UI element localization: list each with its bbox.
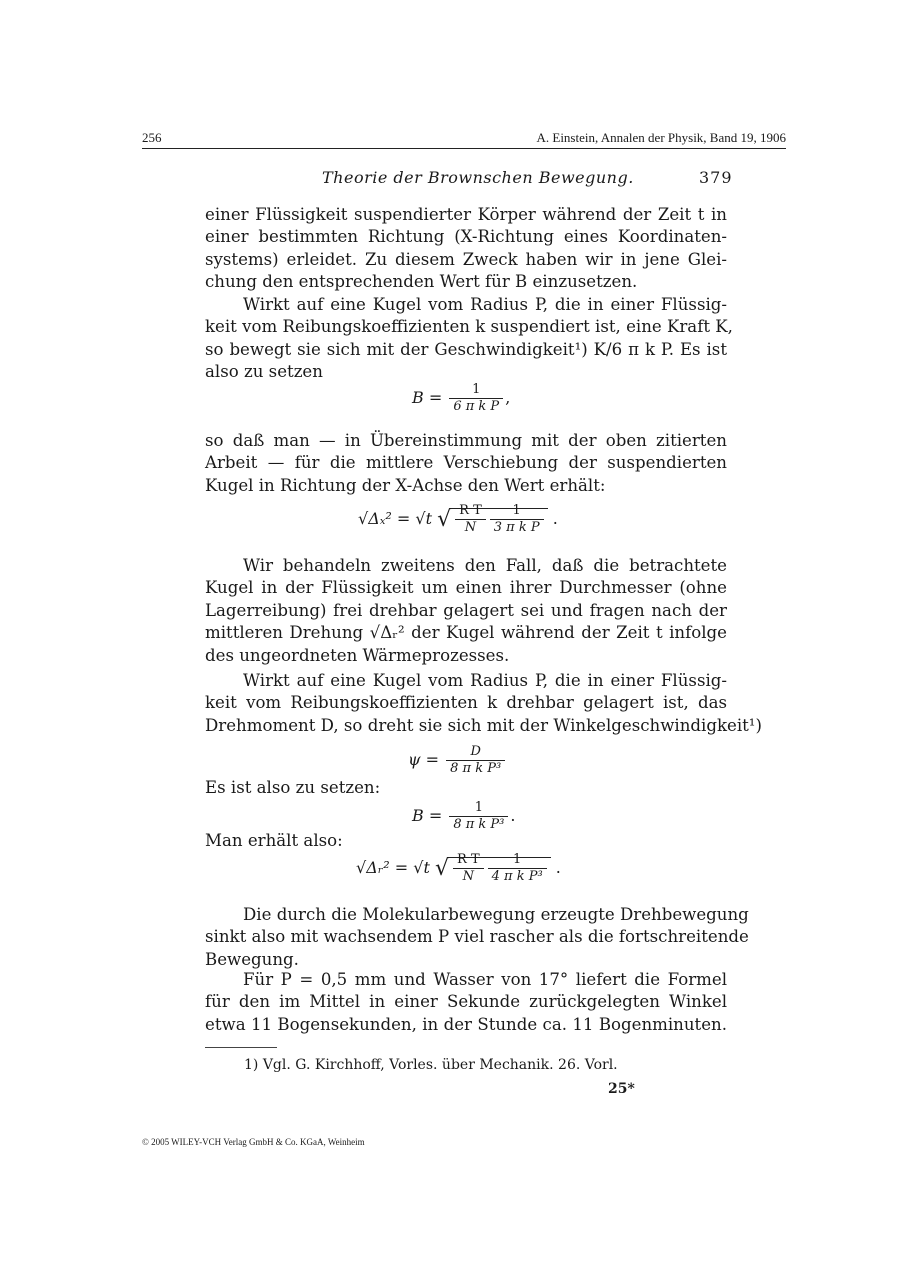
text-line: so daß man — in Übereinstimmung mit der oben zitierten xyxy=(205,431,727,450)
signature-mark: 25* xyxy=(608,1081,635,1097)
text-line: des ungeordneten Wärmeprozesses. xyxy=(205,645,510,665)
paragraph-3 xyxy=(205,430,727,497)
formula-denominator: N xyxy=(462,869,475,884)
paragraph-5 xyxy=(205,670,762,737)
text-line: Wirkt auf eine Kugel vom Radius P, die in einer Flüssig- xyxy=(243,295,727,314)
formula-lhs: ψ = xyxy=(408,750,440,769)
text-line: also zu setzen xyxy=(205,362,323,382)
formula-denominator: N xyxy=(464,520,477,535)
text-line: Drehmoment D, so dreht sie sich mit der Winkelgeschwindigkeit¹) xyxy=(205,715,762,735)
text-line: systems) erleidet. Zu diesem Zweck haben wir in jene Glei- xyxy=(205,249,727,269)
text-line: Für P = 0,5 mm und Wasser von 17° liefert die Formel xyxy=(243,970,727,989)
text-line: Bewegung. xyxy=(205,949,299,969)
paragraph-6 xyxy=(205,777,727,799)
running-title: Theorie der Brownschen Bewegung. xyxy=(322,168,634,187)
formula-numerator: 1 xyxy=(490,503,544,520)
text-line: Die durch die Molekularbewegung erzeugte Drehbewegung xyxy=(243,905,749,924)
formula-tail: , xyxy=(505,388,511,407)
formula-lhs: B = xyxy=(412,806,443,825)
formula-rotation-displacement: √Δᵣ² = √t √ $\frac{\text{R T}}{N}$ $\frac{1}{\text{4 π k P³}}$ . xyxy=(356,852,561,884)
formula-numerator: 1 xyxy=(449,800,508,817)
formula-lhs: B = xyxy=(412,388,443,407)
text-line: mittleren Drehung √Δᵣ² der Kugel während der Zeit t infolge xyxy=(205,623,727,643)
text-line: Arbeit — für die mittlere Verschiebung der suspendierten xyxy=(205,453,727,473)
text-line: Lagerreibung) frei drehbar gelagert sei und fragen nach der xyxy=(205,600,727,620)
formula-lhs: √Δₓ² = √t xyxy=(358,509,433,528)
formula-tail: . xyxy=(552,509,558,528)
formula-tail: . xyxy=(555,858,561,877)
header-rule xyxy=(142,148,786,149)
formula-numerator: 1 xyxy=(488,852,547,869)
formula-tail: . xyxy=(510,806,516,825)
text-line: Wirkt auf eine Kugel vom Radius P, die in einer Flüssig- xyxy=(243,671,727,690)
text-line: Kugel in Richtung der X-Achse den Wert erhält: xyxy=(205,475,606,495)
text-line: sinkt also mit wachsendem P viel rascher als die fortschreitende xyxy=(205,927,749,947)
text-line: Wir behandeln zweitens den Fall, daß die betrachtete xyxy=(243,556,727,575)
formula-denominator: 8 π k P³ xyxy=(453,817,505,832)
formula-b-rotation xyxy=(412,800,516,833)
text-line: einer bestimmten Richtung (X-Richtung eines Koordinaten- xyxy=(205,227,727,247)
paragraph-9 xyxy=(205,969,727,1036)
footnote: 1) Vgl. G. Kirchhoff, Vorles. über Mechanik. 26. Vorl. xyxy=(244,1057,618,1073)
footnote-rule xyxy=(205,1047,277,1048)
text-line: für den im Mittel in einer Sekunde zurückgelegten Winkel xyxy=(205,992,727,1012)
paragraph-2 xyxy=(205,294,733,384)
page-number-left: 256 xyxy=(142,130,162,145)
formula-denominator: 8 π k P³ xyxy=(450,761,502,776)
formula-numerator: R T xyxy=(453,852,484,869)
page-number-right: 379 xyxy=(699,168,733,187)
text-line: etwa 11 Bogensekunden, in der Stunde ca. 11 Bogenminuten. xyxy=(205,1014,727,1034)
formula-numerator: R T xyxy=(455,503,486,520)
paragraph-4 xyxy=(205,555,727,667)
copyright-notice: © 2005 WILEY-VCH Verlag GmbH & Co. KGaA, Weinheim xyxy=(142,1137,365,1147)
paragraph-8 xyxy=(205,904,749,971)
text-line: so bewegt sie sich mit der Geschwindigkeit¹) K/6 π k P. Es ist xyxy=(205,339,727,359)
formula-denominator: 4 π k P³ xyxy=(491,869,543,884)
formula-angular-velocity xyxy=(408,744,507,777)
paragraph-7 xyxy=(205,830,727,852)
text-line: Kugel in der Flüssigkeit um einen ihrer Durchmesser (ohne xyxy=(205,578,727,598)
formula-b-translation xyxy=(412,382,510,415)
text-line: Man erhält also: xyxy=(205,831,343,850)
text-line: chung den entsprechenden Wert für B einzusetzen. xyxy=(205,272,638,292)
text-line: keit vom Reibungskoeffizienten k suspendiert ist, eine Kraft K, xyxy=(205,317,733,337)
formula-translation-displacement: √Δₓ² = √t √ $\frac{\text{R T}}{N}$ $\frac{1}{\text{3 π k P}}$ . xyxy=(358,503,558,535)
formula-lhs: √Δᵣ² = √t xyxy=(356,858,430,877)
formula-numerator: D xyxy=(446,744,505,761)
text-line: Es ist also zu setzen: xyxy=(205,778,381,797)
formula-denominator: 6 π k P xyxy=(453,399,500,414)
formula-numerator: 1 xyxy=(449,382,503,399)
journal-citation: A. Einstein, Annalen der Physik, Band 19, 1906 xyxy=(536,130,786,145)
text-line: keit vom Reibungskoeffizienten k drehbar gelagert ist, das xyxy=(205,693,727,713)
formula-denominator: 3 π k P xyxy=(493,520,540,535)
paragraph-1 xyxy=(205,204,727,294)
text-line: einer Flüssigkeit suspendierter Körper während der Zeit t in xyxy=(205,205,727,224)
